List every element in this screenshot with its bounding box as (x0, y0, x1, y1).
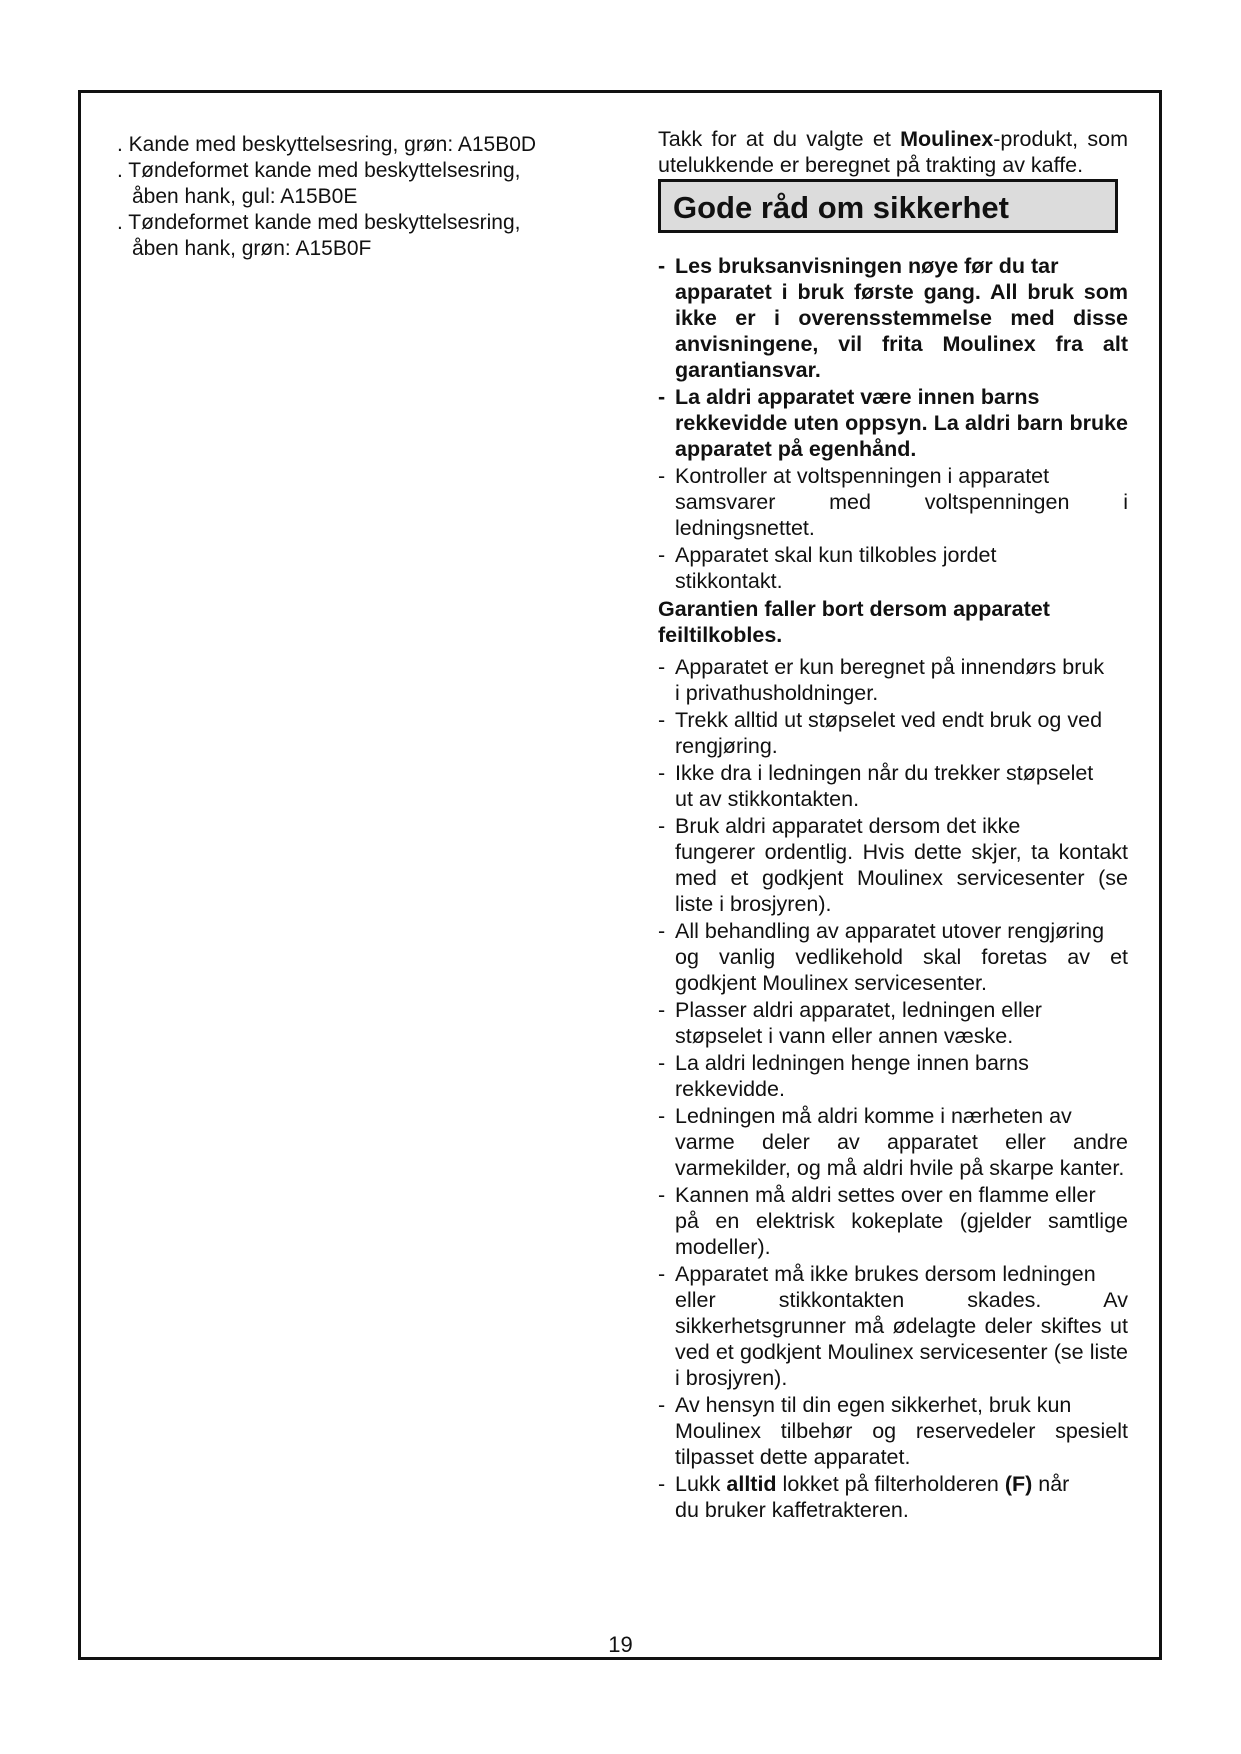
item-dash: - (658, 814, 666, 838)
intro-text: Takk for at du valgte et (658, 127, 901, 151)
item-text: lokket på filterholderen (776, 1472, 1005, 1496)
item-dash: - (658, 1051, 666, 1075)
electrical-list (658, 463, 1128, 594)
list-item (658, 1050, 1128, 1102)
model-line-text: . Tøndeformet kande med beskyttelsesring, (117, 159, 521, 182)
list-item (658, 1182, 1128, 1260)
item-text: når (1032, 1472, 1070, 1496)
list-item (658, 918, 1128, 996)
item-dash: - (658, 1472, 666, 1496)
item-text-cont: rekkevidde. (675, 1077, 785, 1101)
safety-list (658, 654, 1128, 1470)
right-column (658, 126, 1128, 1524)
model-line-cont: åben hank, grøn: A15B0F (132, 237, 372, 260)
model-line-text: . Tøndeformet kande med beskyttelsesring, (117, 211, 521, 234)
item-text: Trekk alltid ut støpselet ved endt bruk og ved (675, 708, 1103, 732)
item-dash: - (658, 385, 666, 409)
list-item (658, 384, 1128, 462)
item-dash: - (658, 1393, 666, 1417)
page-number: 19 (608, 1632, 633, 1657)
item-text: Ikke dra i ledningen når du trekker støpselet (675, 761, 1094, 785)
item-dash: - (658, 708, 666, 732)
item-dash: - (658, 543, 666, 567)
list-item (658, 760, 1128, 812)
item-text: Ledningen må aldri komme i nærheten av (675, 1104, 1072, 1128)
item-text-cont: rengjøring. (675, 734, 778, 758)
warranty-note: Garantien faller bort dersom apparatet feiltilkobles. (658, 597, 1050, 647)
item-text-cont: ut av stikkontakten. (675, 787, 860, 811)
item-dash: - (658, 254, 666, 278)
item-text: Kontroller at voltspenningen i apparatet (675, 464, 1050, 488)
item-text: Av hensyn til din egen sikkerhet, bruk kun (675, 1393, 1072, 1417)
item-dash: - (658, 1104, 666, 1128)
item-text-cont: støpselet i vann eller annen væske. (675, 1024, 1014, 1048)
model-line (117, 210, 587, 262)
item-text: La aldri apparatet være innen barns (675, 385, 1040, 409)
item-dash: - (658, 919, 666, 943)
last-safety-item (658, 1471, 1128, 1523)
list-item (658, 813, 1128, 917)
item-text: Apparatet skal kun tilkobles jordet (675, 543, 997, 567)
item-text: Apparatet må ikke brukes dersom ledningen (675, 1262, 1096, 1286)
intro-paragraph (658, 126, 1128, 178)
list-item (658, 1103, 1128, 1181)
item-text: La aldri ledningen henge innen barns (675, 1051, 1029, 1075)
item-text-cont: i privathusholdninger. (675, 681, 879, 705)
model-line (117, 132, 587, 158)
item-text: Kannen må aldri settes over en flamme eller (675, 1183, 1096, 1207)
item-text: Plasser aldri apparatet, ledningen eller (675, 998, 1042, 1022)
section-heading-box (658, 179, 1118, 233)
list-item (658, 1392, 1128, 1470)
item-dash: - (658, 1183, 666, 1207)
section-title: Gode råd om sikkerhet (673, 190, 1009, 225)
list-item (658, 1261, 1128, 1391)
model-line-text: . Kande med beskyttelsesring, grøn: A15B0D (117, 133, 537, 156)
item-text-cont: fungerer ordentlig. Hvis dette skjer, ta kontakt med et godkjent Moulinex servicesenter (se liste i brosjyren). (675, 840, 1128, 916)
item-dash: - (658, 1262, 666, 1286)
item-dash: - (658, 464, 666, 488)
item-text: All behandling av apparatet utover rengjøring (675, 919, 1105, 943)
part-label-f: (F) (1004, 1472, 1033, 1496)
model-line (117, 158, 587, 210)
list-item (658, 542, 1128, 594)
item-text-cont: apparatet i bruk første gang. All bruk som ikke er i overensstemmelse med disse anvisningene, vil frita Moulinex fra alt garantiansvar. (675, 280, 1128, 382)
item-text-cont: eller stikkontakten skades. Av sikkerhetsgrunner må ødelagte deler skiftes ut ved et godkjent Moulinex servicesenter (se liste i brosjyren). (675, 1288, 1128, 1390)
item-text-cont: Moulinex tilbehør og reservedeler spesielt tilpasset dette apparatet. (675, 1419, 1128, 1469)
list-item (658, 707, 1128, 759)
item-text: Les bruksanvisningen nøye før du tar (675, 254, 1059, 278)
item-dash: - (658, 655, 666, 679)
item-text-cont: rekkevidde uten oppsyn. La aldri barn bruke apparatet på egenhånd. (675, 411, 1128, 461)
item-text-cont: og vanlig vedlikehold skal foretas av et godkjent Moulinex servicesenter. (675, 945, 1128, 995)
item-text-cont: på en elektrisk kokeplate (gjelder samtlige modeller). (675, 1209, 1128, 1259)
list-item (658, 253, 1128, 383)
list-item (658, 463, 1128, 541)
brand-name: Moulinex (900, 127, 994, 151)
bold-warning-list (658, 253, 1128, 462)
model-line-cont: åben hank, gul: A15B0E (132, 185, 358, 208)
intro-text-end: -produkt, som utelukkende er beregnet på trakting av kaffe. (658, 127, 1129, 177)
item-dash: - (658, 998, 666, 1022)
item-text: Lukk (675, 1472, 727, 1496)
item-text-cont: varme deler av apparatet eller andre varmekilder, og må aldri hvile på skarpe kanter. (675, 1130, 1128, 1180)
left-column (117, 132, 587, 262)
emphasis-always: alltid (726, 1472, 777, 1496)
item-text: Bruk aldri apparatet dersom det ikke (675, 814, 1021, 838)
item-text: Apparatet er kun beregnet på innendørs bruk (675, 655, 1105, 679)
list-item (658, 997, 1128, 1049)
item-text-cont: du bruker kaffetrakteren. (675, 1498, 909, 1522)
item-text-cont: samsvarer med voltspenningen i ledningsnettet. (675, 490, 1128, 540)
item-dash: - (658, 761, 666, 785)
item-text-cont: stikkontakt. (675, 569, 783, 593)
list-item (658, 654, 1128, 706)
